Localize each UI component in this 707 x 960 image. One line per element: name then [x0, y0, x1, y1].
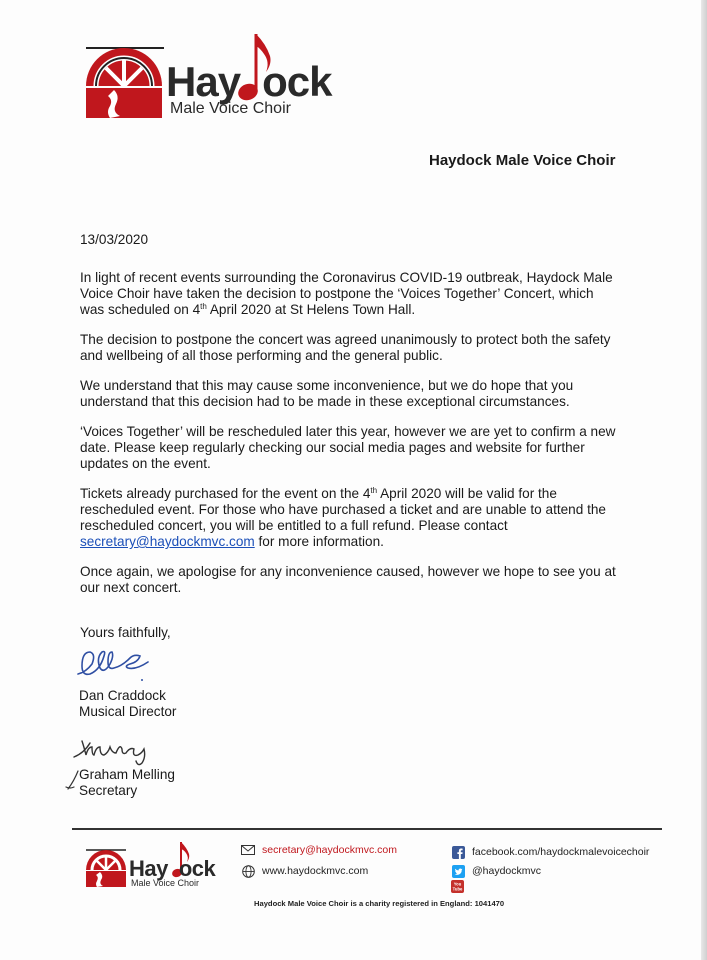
- organisation-heading: Haydock Male Voice Choir: [429, 152, 616, 169]
- footer-wordmark: Hay ock: [129, 856, 216, 881]
- signer-name: Dan Craddock: [79, 688, 166, 703]
- footer-facebook[interactable]: facebook.com/haydockmalevoicechoir: [450, 845, 649, 859]
- secretary-email-link[interactable]: secretary@haydockmvc.com: [80, 534, 255, 549]
- signer-dan: [79, 688, 176, 720]
- paragraph-6: Once again, we apologise for any inconvenience caused, however we hope to see you at our next concert.: [80, 564, 616, 595]
- twitter-icon: [450, 864, 466, 878]
- letter-body: [80, 232, 620, 610]
- footer-email[interactable]: secretary@haydockmvc.com: [240, 843, 397, 857]
- globe-icon: [240, 864, 256, 878]
- signer-graham: [79, 767, 175, 799]
- footer-logo-subtitle: Male Voice Choir: [131, 878, 200, 888]
- paragraph-1: In light of recent events surrounding the Coronavirus COVID-19 outbreak, Haydock Male Voice Choir have taken the decision to postpone the ‘Voices Together’ Concert, which was scheduled on 4th April 2020 at St Helens Town Hall.: [80, 270, 613, 317]
- signer-name: Graham Melling: [79, 767, 175, 782]
- email-icon: [240, 843, 256, 857]
- footer-twitter[interactable]: @haydockmvc: [450, 864, 541, 878]
- paragraph-2: The decision to postpone the concert was agreed unanimously to protect both the safety and wellbeing of all those performing and the general public.: [80, 332, 611, 363]
- logo-subtitle: Male Voice Choir: [170, 100, 291, 117]
- youtube-icon[interactable]: [451, 880, 464, 893]
- paragraph-5: Tickets already purchased for the event on the 4th April 2020 will be valid for the rescheduled event. For those who have purchased a ticket and are unable to attend the rescheduled concert, you will be entitled to a full refund. Please contact secretary@haydockmvc.com for more information.: [80, 486, 606, 549]
- valediction: Yours faithfully,: [80, 625, 171, 640]
- header-logo: [84, 28, 334, 128]
- logo-wordmark: Hay ock: [166, 58, 332, 105]
- youtube-icon-label-bottom: Tube: [452, 886, 463, 892]
- letter-date: 13/03/2020: [80, 232, 149, 247]
- signature-dan-craddock: [70, 640, 160, 686]
- footer-divider: [72, 828, 662, 830]
- charity-notice: Haydock Male Voice Choir is a charity registered in England: 1041470: [254, 899, 505, 908]
- youtube-icon-label-top: You: [453, 881, 462, 887]
- page-edge-shadow: [701, 0, 707, 960]
- facebook-icon: [450, 845, 466, 859]
- signer-title: Secretary: [79, 783, 138, 798]
- signer-title: Musical Director: [79, 704, 177, 719]
- footer-website[interactable]: www.haydockmvc.com: [240, 864, 368, 878]
- paragraph-4: ‘Voices Together’ will be rescheduled later this year, however we are yet to confirm a new date. Please keep regularly checking our social media pages and website for further updates on the event.: [80, 424, 616, 471]
- paragraph-3: We understand that this may cause some inconvenience, but we do hope that you understand that this decision had to be made in these exceptional circumstances.: [80, 378, 574, 409]
- footer-logo: [84, 840, 224, 900]
